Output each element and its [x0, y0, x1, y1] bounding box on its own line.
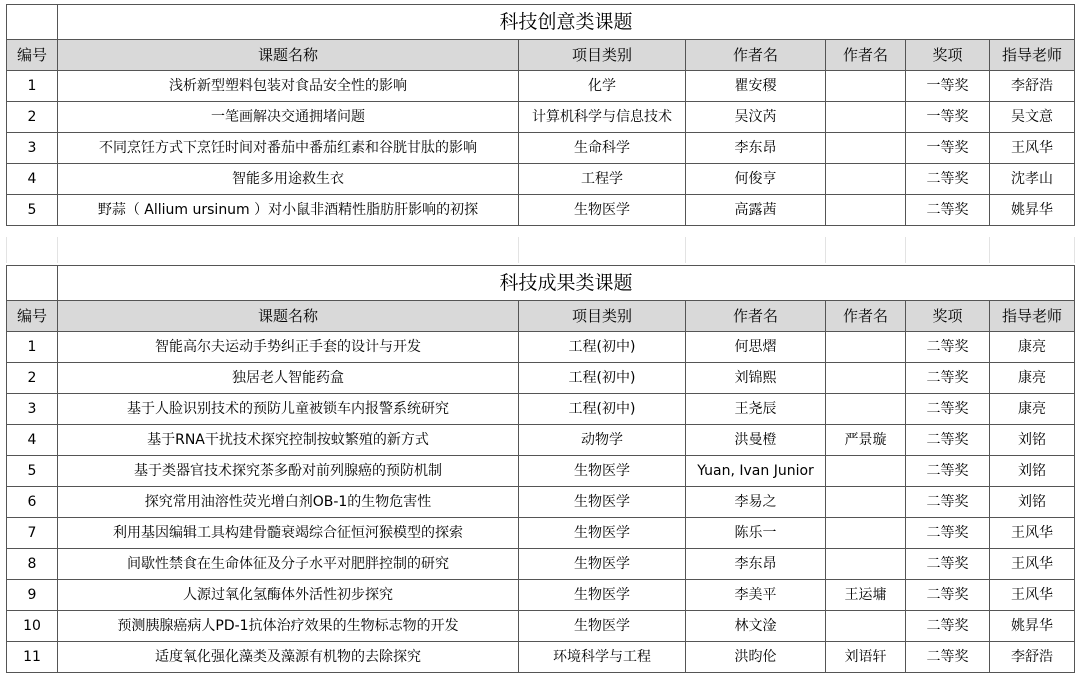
creative-topics-table — [6, 4, 1075, 226]
col-topic-cell: 探究常用油溶性荧光增白剂OB-1的生物危害性 — [58, 487, 519, 518]
col-award-cell: 二等奖 — [906, 642, 990, 673]
table-title-row — [7, 5, 1075, 40]
col-coauthor-cell: 刘语轩 — [826, 642, 906, 673]
col-topic-cell: 浅析新型塑料包装对食品安全性的影响 — [58, 71, 519, 102]
col-author-cell: Yuan, Ivan Junior — [686, 456, 826, 487]
table-row — [7, 363, 1075, 394]
col-author-cell: 李易之 — [686, 487, 826, 518]
col-coauthor-cell — [826, 133, 906, 164]
col-award-header: 奖项 — [906, 40, 990, 71]
col-advisor-header: 指导老师 — [990, 301, 1075, 332]
grid-line — [989, 237, 990, 263]
table-title-row — [7, 266, 1075, 301]
col-author-cell: 李东昂 — [686, 133, 826, 164]
col-topic-cell: 预测胰腺癌病人PD-1抗体治疗效果的生物标志物的开发 — [58, 611, 519, 642]
col-award-cell: 一等奖 — [906, 133, 990, 164]
title-blank-cell — [7, 5, 58, 40]
achievement-topics-table — [6, 265, 1075, 673]
col-topic-cell: 野蒜（ Allium ursinum ）对小鼠非酒精性脂肪肝影响的初探 — [58, 195, 519, 226]
col-award-cell: 二等奖 — [906, 580, 990, 611]
col-advisor-cell: 姚昇华 — [990, 611, 1075, 642]
col-number-cell: 8 — [7, 549, 58, 580]
col-category-cell: 工程(初中) — [519, 394, 686, 425]
col-topic-cell: 基于人脸识别技术的预防儿童被锁车内报警系统研究 — [58, 394, 519, 425]
col-category-cell: 生物医学 — [519, 487, 686, 518]
title-blank-cell — [7, 266, 58, 301]
col-author-header: 作者名 — [686, 301, 826, 332]
col-number-cell: 4 — [7, 164, 58, 195]
col-category-cell: 生物医学 — [519, 549, 686, 580]
col-coauthor-cell — [826, 394, 906, 425]
table-row — [7, 195, 1075, 226]
col-topic-cell: 智能多用途救生衣 — [58, 164, 519, 195]
col-award-cell: 二等奖 — [906, 195, 990, 226]
col-topic-header: 课题名称 — [58, 40, 519, 71]
col-coauthor-cell — [826, 164, 906, 195]
col-topic-cell: 一笔画解决交通拥堵问题 — [58, 102, 519, 133]
col-coauthor-cell — [826, 195, 906, 226]
col-advisor-cell: 王风华 — [990, 133, 1075, 164]
col-topic-cell: 不同烹饪方式下烹饪时间对番茄中番茄红素和谷胱甘肽的影响 — [58, 133, 519, 164]
col-award-header: 奖项 — [906, 301, 990, 332]
table-row — [7, 133, 1075, 164]
col-award-cell: 二等奖 — [906, 549, 990, 580]
col-number-cell: 2 — [7, 102, 58, 133]
grid-line — [905, 237, 906, 263]
col-author-cell: 刘锦熙 — [686, 363, 826, 394]
col-advisor-cell: 康亮 — [990, 394, 1075, 425]
col-award-cell: 二等奖 — [906, 518, 990, 549]
header-row — [7, 301, 1075, 332]
table-row — [7, 487, 1075, 518]
col-number-cell: 1 — [7, 332, 58, 363]
table-row — [7, 71, 1075, 102]
col-advisor-cell: 吴文意 — [990, 102, 1075, 133]
col-award-cell: 二等奖 — [906, 363, 990, 394]
table-row — [7, 425, 1075, 456]
col-number-cell: 10 — [7, 611, 58, 642]
col-coauthor-cell — [826, 363, 906, 394]
col-coauthor-cell — [826, 456, 906, 487]
col-category-cell: 生物医学 — [519, 195, 686, 226]
col-coauthor-cell — [826, 518, 906, 549]
col-author-cell: 陈乐一 — [686, 518, 826, 549]
col-advisor-cell: 李舒浩 — [990, 642, 1075, 673]
col-topic-cell: 独居老人智能药盒 — [58, 363, 519, 394]
col-author-cell: 何思熠 — [686, 332, 826, 363]
col-coauthor-cell — [826, 549, 906, 580]
col-advisor-cell: 刘铭 — [990, 487, 1075, 518]
grid-line — [1074, 237, 1075, 263]
col-number-cell: 9 — [7, 580, 58, 611]
table-row — [7, 164, 1075, 195]
table-row — [7, 549, 1075, 580]
col-advisor-cell: 康亮 — [990, 363, 1075, 394]
col-number-cell: 5 — [7, 195, 58, 226]
col-topic-cell: 间歇性禁食在生命体征及分子水平对肥胖控制的研究 — [58, 549, 519, 580]
col-number-cell: 11 — [7, 642, 58, 673]
col-author-cell: 吴汶芮 — [686, 102, 826, 133]
col-author-cell: 李美平 — [686, 580, 826, 611]
col-author-cell: 洪昀伦 — [686, 642, 826, 673]
grid-line — [825, 237, 826, 263]
col-topic-cell: 智能高尔夫运动手势纠正手套的设计与开发 — [58, 332, 519, 363]
col-author-cell: 林文淦 — [686, 611, 826, 642]
col-category-cell: 化学 — [519, 71, 686, 102]
col-award-cell: 二等奖 — [906, 394, 990, 425]
col-category-cell: 工程学 — [519, 164, 686, 195]
col-award-cell: 二等奖 — [906, 332, 990, 363]
col-coauthor-cell: 严景璇 — [826, 425, 906, 456]
col-number-cell: 4 — [7, 425, 58, 456]
col-topic-header: 课题名称 — [58, 301, 519, 332]
col-category-cell: 生物医学 — [519, 518, 686, 549]
col-author-cell: 何俊亨 — [686, 164, 826, 195]
col-advisor-header: 指导老师 — [990, 40, 1075, 71]
col-number-header: 编号 — [7, 40, 58, 71]
col-advisor-cell: 沈孝山 — [990, 164, 1075, 195]
table-row — [7, 394, 1075, 425]
grid-line — [57, 237, 58, 263]
col-advisor-cell: 王风华 — [990, 580, 1075, 611]
col-category-cell: 生命科学 — [519, 133, 686, 164]
col-coauthor-header: 作者名 — [826, 40, 906, 71]
col-coauthor-cell — [826, 71, 906, 102]
spreadsheet-gap — [0, 237, 1080, 263]
col-number-cell: 3 — [7, 394, 58, 425]
col-number-cell: 3 — [7, 133, 58, 164]
col-advisor-cell: 刘铭 — [990, 456, 1075, 487]
col-category-header: 项目类别 — [519, 301, 686, 332]
col-award-cell: 一等奖 — [906, 71, 990, 102]
grid-line — [685, 237, 686, 263]
col-topic-cell: 利用基因编辑工具构建骨髓衰竭综合征恒河猴模型的探索 — [58, 518, 519, 549]
table-row — [7, 518, 1075, 549]
col-topic-cell: 人源过氧化氢酶体外活性初步探究 — [58, 580, 519, 611]
col-author-cell: 王尧辰 — [686, 394, 826, 425]
table-row — [7, 332, 1075, 363]
col-award-cell: 二等奖 — [906, 611, 990, 642]
col-number-header: 编号 — [7, 301, 58, 332]
col-number-cell: 2 — [7, 363, 58, 394]
col-advisor-cell: 康亮 — [990, 332, 1075, 363]
col-coauthor-header: 作者名 — [826, 301, 906, 332]
col-number-cell: 6 — [7, 487, 58, 518]
col-award-cell: 二等奖 — [906, 164, 990, 195]
col-category-cell: 环境科学与工程 — [519, 642, 686, 673]
col-advisor-cell: 李舒浩 — [990, 71, 1075, 102]
col-award-cell: 二等奖 — [906, 425, 990, 456]
col-author-header: 作者名 — [686, 40, 826, 71]
col-category-header: 项目类别 — [519, 40, 686, 71]
col-award-cell: 二等奖 — [906, 487, 990, 518]
table-row — [7, 102, 1075, 133]
col-coauthor-cell: 王运墉 — [826, 580, 906, 611]
col-coauthor-cell — [826, 332, 906, 363]
col-advisor-cell: 王风华 — [990, 518, 1075, 549]
col-category-cell: 工程(初中) — [519, 332, 686, 363]
col-coauthor-cell — [826, 611, 906, 642]
header-row — [7, 40, 1075, 71]
col-author-cell: 高露茜 — [686, 195, 826, 226]
col-advisor-cell: 王风华 — [990, 549, 1075, 580]
col-author-cell: 洪曼橙 — [686, 425, 826, 456]
col-number-cell: 7 — [7, 518, 58, 549]
col-category-cell: 动物学 — [519, 425, 686, 456]
col-category-cell: 生物医学 — [519, 580, 686, 611]
grid-line — [6, 237, 7, 263]
col-topic-cell: 基于RNA干扰技术探究控制按蚊繁殖的新方式 — [58, 425, 519, 456]
col-number-cell: 1 — [7, 71, 58, 102]
col-category-cell: 生物医学 — [519, 611, 686, 642]
col-award-cell: 一等奖 — [906, 102, 990, 133]
table-row — [7, 456, 1075, 487]
col-category-cell: 计算机科学与信息技术 — [519, 102, 686, 133]
col-author-cell: 瞿安稷 — [686, 71, 826, 102]
col-number-cell: 5 — [7, 456, 58, 487]
table-title: 科技创意类课题 — [58, 5, 1075, 40]
table-title: 科技成果类课题 — [58, 266, 1075, 301]
col-author-cell: 李东昂 — [686, 549, 826, 580]
table-row — [7, 611, 1075, 642]
table-row — [7, 580, 1075, 611]
col-category-cell: 生物医学 — [519, 456, 686, 487]
col-advisor-cell: 刘铭 — [990, 425, 1075, 456]
col-coauthor-cell — [826, 102, 906, 133]
col-category-cell: 工程(初中) — [519, 363, 686, 394]
col-advisor-cell: 姚昇华 — [990, 195, 1075, 226]
table-row — [7, 642, 1075, 673]
col-award-cell: 二等奖 — [906, 456, 990, 487]
col-topic-cell: 适度氧化强化藻类及藻源有机物的去除探究 — [58, 642, 519, 673]
grid-line — [518, 237, 519, 263]
col-topic-cell: 基于类器官技术探究茶多酚对前列腺癌的预防机制 — [58, 456, 519, 487]
col-coauthor-cell — [826, 487, 906, 518]
